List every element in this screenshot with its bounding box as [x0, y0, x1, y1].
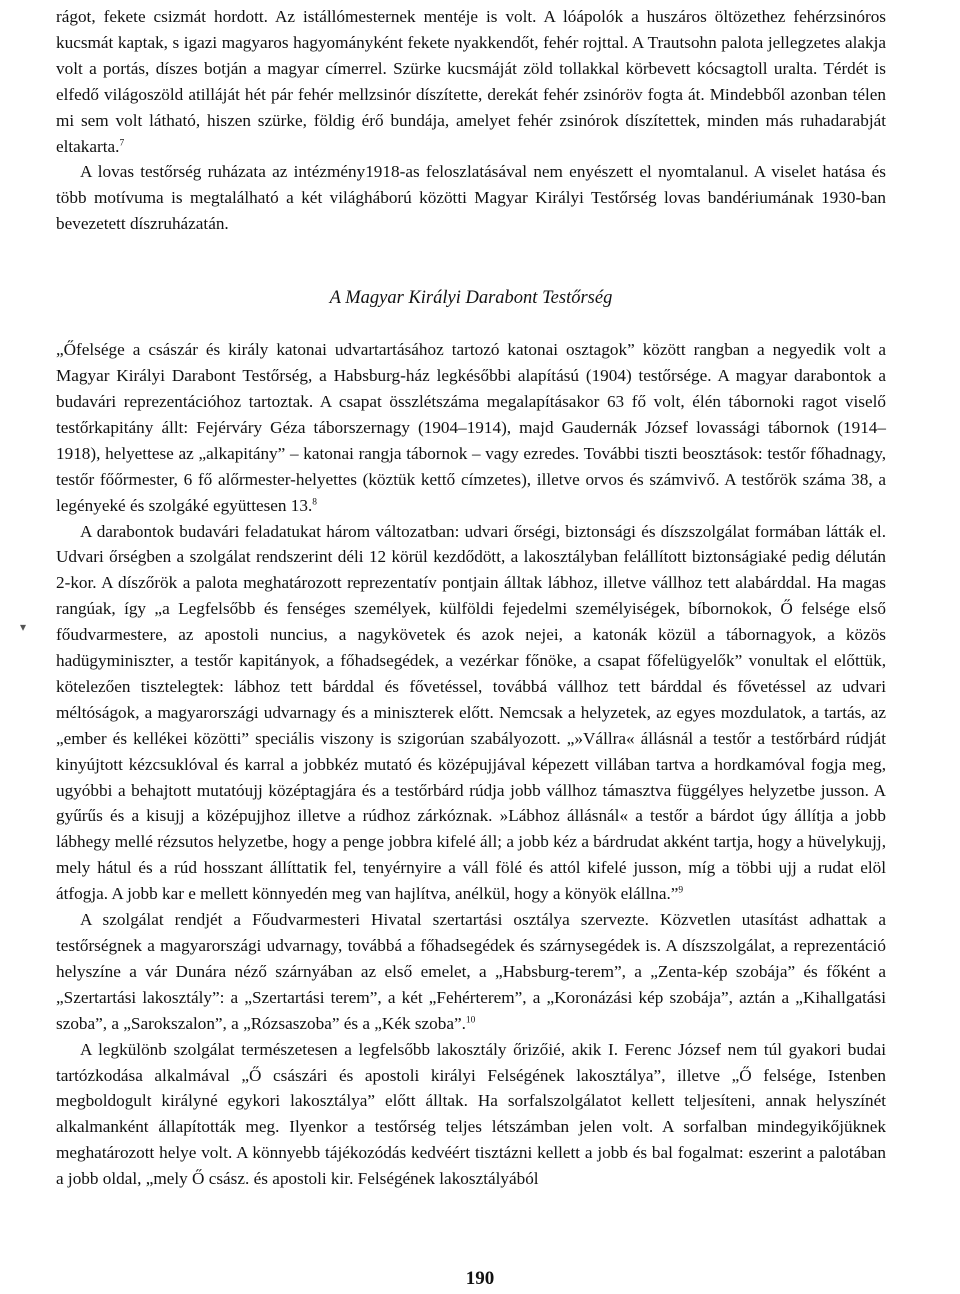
section-heading: A Magyar Királyi Darabont Testőrség — [329, 288, 613, 309]
paragraph-darabont-intro: „Őfelsége a császár és király katonai udvartartásához tartozó katonai osztagok” között rangban a negyedik volt a Magyar Királyi Darabont Testőrség, a Habsburg-ház legkésőbbi alapítású (1904) testőrsége. A magyar darabontok a budavári reprezentációhoz tartoztak. A csapat összlétszáma megalapításakor 63 fő volt, élén tábornoki ragot viselő testőrkapitány állt: Fejérváry Géza táborszernagy (1904–1914), majd Gaudernák József lovassági tábornok (1914–1918), helyettese az „alkapitány” – katonai rangja tábornok – vagy ezredes. További tiszti beosztások: testőr főhadnagy, testőr főőrmester, 6 fő alőrmester-helyettes (köztük kettő címzetes), illetve orvos és számvivő. A testőrök száma 38, a legényeké és szolgáké együttesen 13.$^8$ — [56, 340, 886, 515]
page-number: 190 — [465, 1268, 495, 1289]
paragraph-lovas-testorseg: A lovas testőrség ruházata az intézmény1918-as feloszlatásával nem enyészett el nyomtalanul. A viselet hatása és több motívuma is megtalálható a két világháború közötti Magyar Királyi Testőrség lovas bandériumának 1930-ban bevezetett díszruházatán. — [56, 162, 886, 234]
paragraph-portas: rágot, fekete csizmát hordott. Az istállómesternek mentéje is volt. A lóápolók a huszáros öltözethez fehérzsinóros kucsmát kaptak, s igazi magyaros hagyományként fekete nyakkendőt, fehér rojttal. A Trautsohn palota jellegzetes alakja volt a portás, díszes botján a magyar címerrel. Szürke kucsmáját zöld tollakkal körbevett kócsagtoll uralta. Térdét is elfedő világoszöld atilláját hét pár fehér mellzsinór díszítette, derekát fehér zsinóröv fogta át. Mindebből azonban télen mi sem volt látható, hiszen szürke, földig érő bundája, amelyet fehér zsinórok díszítettek, minden más ruhadarabját eltakarta.$^7$ — [56, 7, 886, 156]
paragraph-szertartasi-osztaly: A szolgálat rendjét a Főudvarmesteri Hivatal szertartási osztálya szervezte. Közvetlen utasítást adhattak a testőrségnek a magyarországi udvarnagy, továbbá a főhadsegédek és szárnysegédek is. A díszszolgálat, a reprezentáció helyszíne a vár Dunára néző szárnyában az első emelet, a „Habsburg-terem”, a „Zenta-kép szobája” és főként a „Szertartási lakosztály”: a „Szertartási terem”, a két „Fehérterem”, a „Koronázási kép szobája”, aztán a „Kihallgatási szoba”, a „Sarokszalon”, a „Rózsaszoba” és a „Kék szoba”.$^{10}$ — [56, 910, 886, 1033]
margin-mark: ▾ — [20, 620, 27, 634]
footnote-ref-7: 7 — [119, 137, 125, 148]
footnote-ref-8: 8 — [312, 496, 318, 507]
footnote-ref-10: 10 — [465, 1014, 476, 1025]
paragraph-legfelsobb-lakosztaly: A legkülönb szolgálat természetesen a legfelsőbb lakosztály őrizőié, akik I. Ferenc József nem túl gyakori budai tartózkodása alkalmával „Ő császári és apostoli királyi Felségének lakosztálya”, illetve „Ő felsége, Istenben megboldogult királyné egykori lakosztálya” előtt álltak. Ha sorfalszolgálatot kellett teljesíteni, annak helyszínét alkalmanként állapították meg. Ilyenkor a testőrség teljes létszámban jelen volt. A sorfalban mindegyikőjüknek meghatározott helye volt. A könnyebb tájékozódás kedvéért tisztázni kellett a jobb és bal fogalmat: eszerint a palotában a jobb oldal, „mely Ő csász. és apostoli kir. Felségének lakosztályából — [56, 1039, 886, 1189]
document-page — [56, 4, 886, 1192]
footnote-ref-9: 9 — [678, 885, 684, 896]
paragraph-szolgalat-valtozatok: A darabontok budavári feladatukat három változatban: udvari őrségi, biztonsági és díszszolgálat formában látták el. Udvari őrségben a szolgálat rendszerint déli 12 körül kezdődött, a lakosztályban felállított biztonságiaké pedig délután 2-kor. A díszőrök a palota meghatározott reprezentatív pontjain álltak lábhoz, illetve vállhoz tett alabárddal. Ha magas rangúak, így „a Legfelsőbb és fenséges személyek, külföldi fejedelmi személyiségek, bíbornokok, Ő felsége első főudvarmestere, az apostoli nuncius, a nagykövetek és azok nejei, a katonák közül a tábornagyok, a közös hadügyminiszter, a testőr kapitányok, a főhadsegédek, a vezérkar főnöke, a csapat főfelügyelők” vonultak el előttük, kötelezően tisztelegtek: lábhoz tett bárddal és fővetéssel, továbbá vállhoz tett bárddal és fővetéssel az udvari méltóságok, a magyarországi udvarnagy és a miniszterek előtt. Nemcsak a helyzetek, az egyes mozdulatok, a tartás, az „ember és kellékei közötti” speciális viszony is szigorúan szabályozott. „»Vállra« állásnál a testőr a testőrbárd rúdját kinyújtott kézcsuklóval és karral a jobbkéz mutató és középujjával képezett villában tartva a hordkamóval fogja meg, ugyóbbi a behajtott mutatóujj középtagjára és a testőrbárd rúdja jobb vállhoz támasztva függélyes helyzetbe jusson. A gyűrűs és a kisujj a középujjhoz illetve a rúdhoz zárkóznak. »Lábhoz állásnál« a testőr a bárdot úgy állítja a jobb lábhegy mellé rézsutos helyzetbe, hogy a penge jobbra kifelé áll; a jobb kéz a bárdrudat akként tartja, hogy a hüvelykujj, mely hátul és a rúd hosszant állíttatik fel, tenyérnyire a váll fölé és attól kifelé jusson, míg a többi ujj a rudat elöl átfogja. A jobb kar e mellett könnyedén meg van hajlítva, anélkül, hogy a könyök elállna.”$^9$ — [56, 521, 886, 904]
